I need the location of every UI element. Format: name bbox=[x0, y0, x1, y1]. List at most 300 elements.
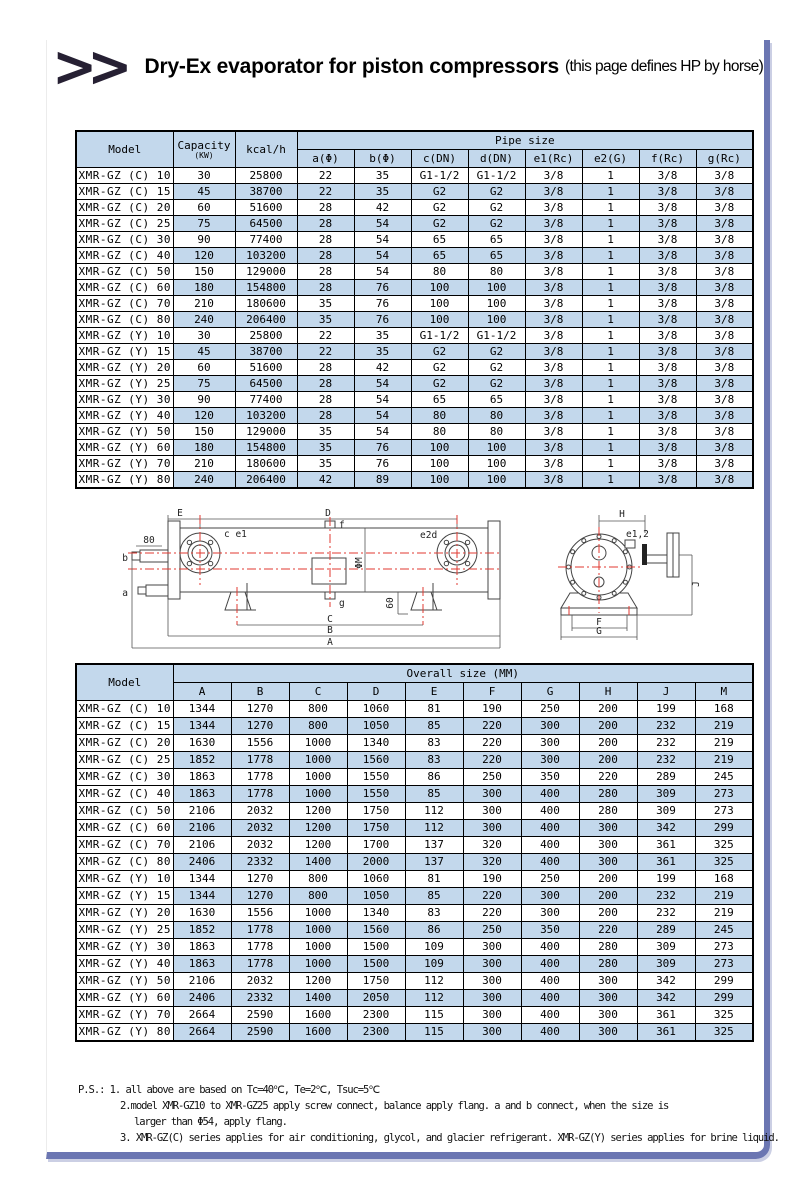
col-header-e1: e1(Rc) bbox=[525, 150, 582, 168]
value-cell: G2 bbox=[468, 376, 525, 392]
dim-label-G: G bbox=[596, 626, 602, 637]
value-cell: 232 bbox=[637, 888, 695, 905]
overall-size-table-section bbox=[75, 663, 754, 1042]
model-cell: XMR-GZ (Y) 30 bbox=[76, 939, 173, 956]
value-cell: 180600 bbox=[235, 456, 297, 472]
model-cell: XMR-GZ (C) 25 bbox=[76, 216, 173, 232]
value-cell: 112 bbox=[405, 990, 463, 1007]
dim-label-80: 80 bbox=[143, 535, 155, 546]
table-row bbox=[76, 376, 753, 392]
value-cell: 1750 bbox=[347, 973, 405, 990]
value-cell: 3/8 bbox=[525, 264, 582, 280]
value-cell: 1340 bbox=[347, 905, 405, 922]
value-cell: 42 bbox=[354, 200, 411, 216]
model-cell: XMR-GZ (Y) 25 bbox=[76, 922, 173, 939]
value-cell: 309 bbox=[637, 786, 695, 803]
value-cell: 3/8 bbox=[696, 200, 753, 216]
value-cell: 64500 bbox=[235, 376, 297, 392]
value-cell: 250 bbox=[463, 769, 521, 786]
value-cell: 100 bbox=[411, 472, 468, 489]
value-cell: 1 bbox=[582, 232, 639, 248]
value-cell: 300 bbox=[463, 956, 521, 973]
col-header-a: a(Φ) bbox=[297, 150, 354, 168]
footnotes bbox=[78, 1082, 779, 1146]
value-cell: 3/8 bbox=[525, 376, 582, 392]
value-cell: 76 bbox=[354, 296, 411, 312]
col-header-capacity bbox=[173, 131, 235, 168]
value-cell: 3/8 bbox=[639, 216, 696, 232]
value-cell: 77400 bbox=[235, 392, 297, 408]
table-row bbox=[76, 871, 753, 888]
value-cell: 45 bbox=[173, 184, 235, 200]
table-row bbox=[76, 392, 753, 408]
model-cell: XMR-GZ (Y) 10 bbox=[76, 871, 173, 888]
value-cell: 1 bbox=[582, 376, 639, 392]
value-cell: 35 bbox=[297, 456, 354, 472]
value-cell: 350 bbox=[521, 922, 579, 939]
value-cell: 1560 bbox=[347, 922, 405, 939]
value-cell: 3/8 bbox=[525, 184, 582, 200]
dim-label-J: J bbox=[691, 581, 702, 587]
value-cell: 2332 bbox=[231, 990, 289, 1007]
value-cell: 1778 bbox=[231, 786, 289, 803]
value-cell: 2664 bbox=[173, 1024, 231, 1042]
value-cell: 80 bbox=[411, 264, 468, 280]
model-cell: XMR-GZ (Y) 25 bbox=[76, 376, 173, 392]
value-cell: 150 bbox=[173, 424, 235, 440]
value-cell: 320 bbox=[463, 854, 521, 871]
value-cell: 3/8 bbox=[696, 184, 753, 200]
page-header bbox=[52, 33, 764, 100]
col-header-F: F bbox=[463, 683, 521, 701]
value-cell: 100 bbox=[468, 312, 525, 328]
value-cell: 1863 bbox=[173, 939, 231, 956]
value-cell: 3/8 bbox=[525, 168, 582, 184]
value-cell: 2032 bbox=[231, 973, 289, 990]
value-cell: 361 bbox=[637, 837, 695, 854]
table-row bbox=[76, 408, 753, 424]
value-cell: 25800 bbox=[235, 328, 297, 344]
value-cell: 400 bbox=[521, 786, 579, 803]
value-cell: G2 bbox=[468, 184, 525, 200]
value-cell: 1863 bbox=[173, 769, 231, 786]
model-cell: XMR-GZ (C) 80 bbox=[76, 312, 173, 328]
col-header-model: Model bbox=[76, 664, 173, 701]
value-cell: 28 bbox=[297, 232, 354, 248]
gasket-bar bbox=[642, 544, 647, 565]
value-cell: 361 bbox=[637, 1024, 695, 1042]
table-row bbox=[76, 344, 753, 360]
value-cell: 65 bbox=[468, 232, 525, 248]
model-cell: XMR-GZ (Y) 80 bbox=[76, 472, 173, 489]
value-cell: 65 bbox=[468, 248, 525, 264]
value-cell: 1200 bbox=[289, 837, 347, 854]
value-cell: 3/8 bbox=[525, 424, 582, 440]
value-cell: 80 bbox=[468, 408, 525, 424]
value-cell: 80 bbox=[411, 408, 468, 424]
value-cell: 1778 bbox=[231, 939, 289, 956]
value-cell: 240 bbox=[173, 312, 235, 328]
value-cell: 1 bbox=[582, 280, 639, 296]
page-subtitle: (this page defines HP by horse) bbox=[564, 58, 764, 75]
value-cell: 35 bbox=[297, 312, 354, 328]
value-cell: 2406 bbox=[173, 854, 231, 871]
model-cell: XMR-GZ (Y) 15 bbox=[76, 344, 173, 360]
value-cell: 250 bbox=[463, 922, 521, 939]
table-row bbox=[76, 200, 753, 216]
value-cell: 400 bbox=[521, 990, 579, 1007]
model-cell: XMR-GZ (Y) 20 bbox=[76, 360, 173, 376]
col-header-e2: e2(G) bbox=[582, 150, 639, 168]
value-cell: 3/8 bbox=[696, 168, 753, 184]
value-cell: 76 bbox=[354, 312, 411, 328]
value-cell: 220 bbox=[463, 888, 521, 905]
value-cell: 300 bbox=[579, 1007, 637, 1024]
value-cell: 65 bbox=[411, 392, 468, 408]
value-cell: 3/8 bbox=[525, 248, 582, 264]
value-cell: 1 bbox=[582, 408, 639, 424]
value-cell: 28 bbox=[297, 392, 354, 408]
value-cell: 1600 bbox=[289, 1024, 347, 1042]
value-cell: 1556 bbox=[231, 735, 289, 752]
table-row bbox=[76, 820, 753, 837]
value-cell: 206400 bbox=[235, 472, 297, 489]
model-cell: XMR-GZ (C) 15 bbox=[76, 718, 173, 735]
value-cell: 3/8 bbox=[696, 216, 753, 232]
value-cell: 154800 bbox=[235, 280, 297, 296]
value-cell: 800 bbox=[289, 701, 347, 718]
capacity-unit-label: (KW) bbox=[194, 151, 214, 160]
value-cell: 1000 bbox=[289, 752, 347, 769]
model-cell: XMR-GZ (Y) 15 bbox=[76, 888, 173, 905]
value-cell: G2 bbox=[468, 360, 525, 376]
value-cell: 1 bbox=[582, 312, 639, 328]
value-cell: 3/8 bbox=[639, 392, 696, 408]
value-cell: 109 bbox=[405, 939, 463, 956]
model-cell: XMR-GZ (C) 10 bbox=[76, 701, 173, 718]
value-cell: 1500 bbox=[347, 939, 405, 956]
value-cell: 54 bbox=[354, 216, 411, 232]
table-row bbox=[76, 973, 753, 990]
value-cell: 400 bbox=[521, 956, 579, 973]
value-cell: G2 bbox=[468, 344, 525, 360]
value-cell: G1-1/2 bbox=[411, 328, 468, 344]
value-cell: 3/8 bbox=[696, 328, 753, 344]
value-cell: 220 bbox=[463, 718, 521, 735]
value-cell: 3/8 bbox=[696, 392, 753, 408]
value-cell: 60 bbox=[173, 200, 235, 216]
value-cell: 3/8 bbox=[525, 408, 582, 424]
table-row bbox=[76, 905, 753, 922]
value-cell: 112 bbox=[405, 820, 463, 837]
value-cell: 1600 bbox=[289, 1007, 347, 1024]
value-cell: 3/8 bbox=[639, 312, 696, 328]
value-cell: 2106 bbox=[173, 803, 231, 820]
value-cell: 109 bbox=[405, 956, 463, 973]
value-cell: 86 bbox=[405, 769, 463, 786]
value-cell: 190 bbox=[463, 871, 521, 888]
value-cell: 3/8 bbox=[639, 200, 696, 216]
value-cell: 342 bbox=[637, 820, 695, 837]
value-cell: 400 bbox=[521, 820, 579, 837]
value-cell: 1344 bbox=[173, 888, 231, 905]
value-cell: 1344 bbox=[173, 701, 231, 718]
value-cell: 3/8 bbox=[525, 344, 582, 360]
port-label-g: g bbox=[339, 598, 345, 609]
value-cell: 115 bbox=[405, 1024, 463, 1042]
col-header-c: c(DN) bbox=[411, 150, 468, 168]
note-line: larger than Φ54, apply flang. bbox=[134, 1116, 287, 1128]
value-cell: 3/8 bbox=[525, 456, 582, 472]
value-cell: 325 bbox=[695, 837, 753, 854]
value-cell: 250 bbox=[521, 701, 579, 718]
note-line: 2.model XMR-GZ10 to XMR-GZ25 apply screw connect, balance apply flang. a and b connect, when the size is bbox=[120, 1100, 669, 1112]
value-cell: 154800 bbox=[235, 440, 297, 456]
value-cell: G2 bbox=[468, 200, 525, 216]
model-cell: XMR-GZ (Y) 10 bbox=[76, 328, 173, 344]
value-cell: 28 bbox=[297, 216, 354, 232]
value-cell: 1050 bbox=[347, 888, 405, 905]
value-cell: 3/8 bbox=[639, 328, 696, 344]
model-cell: XMR-GZ (C) 70 bbox=[76, 296, 173, 312]
col-header-D: D bbox=[347, 683, 405, 701]
value-cell: 289 bbox=[637, 769, 695, 786]
value-cell: 2406 bbox=[173, 990, 231, 1007]
value-cell: 2664 bbox=[173, 1007, 231, 1024]
value-cell: 3/8 bbox=[639, 264, 696, 280]
value-cell: 115 bbox=[405, 1007, 463, 1024]
value-cell: 2300 bbox=[347, 1007, 405, 1024]
value-cell: 273 bbox=[695, 786, 753, 803]
col-header-overall-size: Overall size (MM) bbox=[173, 664, 753, 683]
col-header-g: g(Rc) bbox=[696, 150, 753, 168]
note-line: P.S.: 1. all above are based on Tc=40℃, Te=2℃, Tsuc=5℃ bbox=[78, 1084, 380, 1096]
value-cell: 35 bbox=[354, 184, 411, 200]
value-cell: 1270 bbox=[231, 718, 289, 735]
value-cell: 219 bbox=[695, 905, 753, 922]
value-cell: 300 bbox=[521, 888, 579, 905]
value-cell: 1 bbox=[582, 296, 639, 312]
value-cell: 3/8 bbox=[696, 248, 753, 264]
value-cell: 300 bbox=[463, 939, 521, 956]
value-cell: 51600 bbox=[235, 200, 297, 216]
value-cell: 3/8 bbox=[525, 296, 582, 312]
value-cell: 2106 bbox=[173, 820, 231, 837]
table-row bbox=[76, 939, 753, 956]
value-cell: 3/8 bbox=[696, 344, 753, 360]
value-cell: 1863 bbox=[173, 956, 231, 973]
value-cell: 129000 bbox=[235, 264, 297, 280]
value-cell: 1 bbox=[582, 392, 639, 408]
dim-label-60: 60 bbox=[385, 597, 396, 609]
model-cell: XMR-GZ (Y) 40 bbox=[76, 956, 173, 973]
value-cell: 1400 bbox=[289, 854, 347, 871]
value-cell: 1750 bbox=[347, 820, 405, 837]
value-cell: 220 bbox=[463, 905, 521, 922]
value-cell: G2 bbox=[468, 216, 525, 232]
value-cell: 300 bbox=[463, 820, 521, 837]
value-cell: 1 bbox=[582, 344, 639, 360]
value-cell: 280 bbox=[579, 786, 637, 803]
value-cell: 1000 bbox=[289, 786, 347, 803]
value-cell: 1344 bbox=[173, 871, 231, 888]
col-header-G: G bbox=[521, 683, 579, 701]
value-cell: 299 bbox=[695, 973, 753, 990]
value-cell: 1 bbox=[582, 264, 639, 280]
value-cell: 64500 bbox=[235, 216, 297, 232]
value-cell: 100 bbox=[411, 456, 468, 472]
value-cell: 54 bbox=[354, 264, 411, 280]
value-cell: 1060 bbox=[347, 871, 405, 888]
value-cell: 3/8 bbox=[696, 376, 753, 392]
value-cell: 1852 bbox=[173, 752, 231, 769]
value-cell: 1 bbox=[582, 328, 639, 344]
value-cell: 1000 bbox=[289, 956, 347, 973]
value-cell: 300 bbox=[521, 752, 579, 769]
value-cell: 100 bbox=[468, 440, 525, 456]
col-header-H: H bbox=[579, 683, 637, 701]
col-header-model: Model bbox=[76, 131, 173, 168]
value-cell: 2032 bbox=[231, 803, 289, 820]
value-cell: 300 bbox=[463, 1007, 521, 1024]
col-header-kcal: kcal/h bbox=[235, 131, 297, 168]
dim-label-D: D bbox=[325, 508, 331, 519]
value-cell: 28 bbox=[297, 408, 354, 424]
value-cell: 28 bbox=[297, 248, 354, 264]
value-cell: 77400 bbox=[235, 232, 297, 248]
col-header-d: d(DN) bbox=[468, 150, 525, 168]
port-label-e2d: e2d bbox=[420, 530, 438, 541]
evaporator-drawing bbox=[90, 503, 750, 663]
value-cell: 90 bbox=[173, 232, 235, 248]
value-cell: 300 bbox=[579, 820, 637, 837]
value-cell: 200 bbox=[579, 735, 637, 752]
col-header-E: E bbox=[405, 683, 463, 701]
value-cell: 42 bbox=[354, 360, 411, 376]
value-cell: 30 bbox=[173, 328, 235, 344]
value-cell: 54 bbox=[354, 248, 411, 264]
value-cell: 81 bbox=[405, 871, 463, 888]
value-cell: 1200 bbox=[289, 973, 347, 990]
value-cell: 800 bbox=[289, 888, 347, 905]
value-cell: 800 bbox=[289, 871, 347, 888]
value-cell: 299 bbox=[695, 990, 753, 1007]
table-row bbox=[76, 888, 753, 905]
value-cell: 3/8 bbox=[639, 360, 696, 376]
dim-label-C: C bbox=[327, 614, 333, 625]
value-cell: 1050 bbox=[347, 718, 405, 735]
value-cell: 300 bbox=[521, 718, 579, 735]
value-cell: 232 bbox=[637, 905, 695, 922]
table-row bbox=[76, 956, 753, 973]
value-cell: 100 bbox=[411, 440, 468, 456]
note-line: 3. XMR-GZ(C) series applies for air conditioning, glycol, and glacier refrigerant. XMR-GZ(Y) series applies for brine liquid. bbox=[120, 1132, 779, 1144]
dim-label-E: E bbox=[177, 508, 183, 519]
value-cell: 30 bbox=[173, 168, 235, 184]
value-cell: 2000 bbox=[347, 854, 405, 871]
value-cell: 1778 bbox=[231, 769, 289, 786]
value-cell: 1340 bbox=[347, 735, 405, 752]
model-cell: XMR-GZ (Y) 60 bbox=[76, 440, 173, 456]
value-cell: 3/8 bbox=[639, 408, 696, 424]
value-cell: 1700 bbox=[347, 837, 405, 854]
value-cell: 137 bbox=[405, 854, 463, 871]
value-cell: 299 bbox=[695, 820, 753, 837]
model-cell: XMR-GZ (C) 60 bbox=[76, 280, 173, 296]
value-cell: 180 bbox=[173, 440, 235, 456]
value-cell: 3/8 bbox=[696, 472, 753, 489]
value-cell: 1 bbox=[582, 440, 639, 456]
value-cell: 83 bbox=[405, 752, 463, 769]
value-cell: G1-1/2 bbox=[468, 168, 525, 184]
value-cell: 3/8 bbox=[639, 168, 696, 184]
value-cell: 220 bbox=[579, 922, 637, 939]
value-cell: 3/8 bbox=[696, 296, 753, 312]
model-cell: XMR-GZ (C) 30 bbox=[76, 232, 173, 248]
technical-drawing bbox=[90, 503, 750, 663]
value-cell: 300 bbox=[463, 786, 521, 803]
model-cell: XMR-GZ (C) 80 bbox=[76, 854, 173, 871]
model-cell: XMR-GZ (Y) 20 bbox=[76, 905, 173, 922]
value-cell: 65 bbox=[411, 232, 468, 248]
value-cell: 1556 bbox=[231, 905, 289, 922]
value-cell: 45 bbox=[173, 344, 235, 360]
value-cell: 54 bbox=[354, 408, 411, 424]
value-cell: 199 bbox=[637, 701, 695, 718]
value-cell: 2032 bbox=[231, 837, 289, 854]
value-cell: 100 bbox=[411, 296, 468, 312]
capacity-label: Capacity bbox=[177, 139, 231, 152]
value-cell: G2 bbox=[411, 200, 468, 216]
value-cell: 280 bbox=[579, 939, 637, 956]
model-cell: XMR-GZ (C) 25 bbox=[76, 752, 173, 769]
col-header-b: b(Φ) bbox=[354, 150, 411, 168]
value-cell: 190 bbox=[463, 701, 521, 718]
table-row bbox=[76, 752, 753, 769]
value-cell: 300 bbox=[463, 973, 521, 990]
value-cell: 400 bbox=[521, 939, 579, 956]
value-cell: 1000 bbox=[289, 769, 347, 786]
value-cell: 3/8 bbox=[525, 216, 582, 232]
value-cell: 245 bbox=[695, 769, 753, 786]
value-cell: 112 bbox=[405, 973, 463, 990]
value-cell: 300 bbox=[579, 837, 637, 854]
table-row bbox=[76, 216, 753, 232]
value-cell: 25800 bbox=[235, 168, 297, 184]
value-cell: 1000 bbox=[289, 939, 347, 956]
value-cell: 22 bbox=[297, 184, 354, 200]
value-cell: 86 bbox=[405, 922, 463, 939]
col-header-A: A bbox=[173, 683, 231, 701]
value-cell: G2 bbox=[411, 360, 468, 376]
model-cell: XMR-GZ (C) 60 bbox=[76, 820, 173, 837]
value-cell: 80 bbox=[411, 424, 468, 440]
value-cell: 400 bbox=[521, 803, 579, 820]
value-cell: 1400 bbox=[289, 990, 347, 1007]
value-cell: 300 bbox=[521, 735, 579, 752]
table-row bbox=[76, 296, 753, 312]
value-cell: 206400 bbox=[235, 312, 297, 328]
value-cell: 300 bbox=[579, 854, 637, 871]
value-cell: 80 bbox=[468, 424, 525, 440]
value-cell: 250 bbox=[521, 871, 579, 888]
value-cell: 129000 bbox=[235, 424, 297, 440]
model-cell: XMR-GZ (Y) 50 bbox=[76, 973, 173, 990]
value-cell: 325 bbox=[695, 1007, 753, 1024]
value-cell: 400 bbox=[521, 1007, 579, 1024]
value-cell: G1-1/2 bbox=[411, 168, 468, 184]
value-cell: 137 bbox=[405, 837, 463, 854]
